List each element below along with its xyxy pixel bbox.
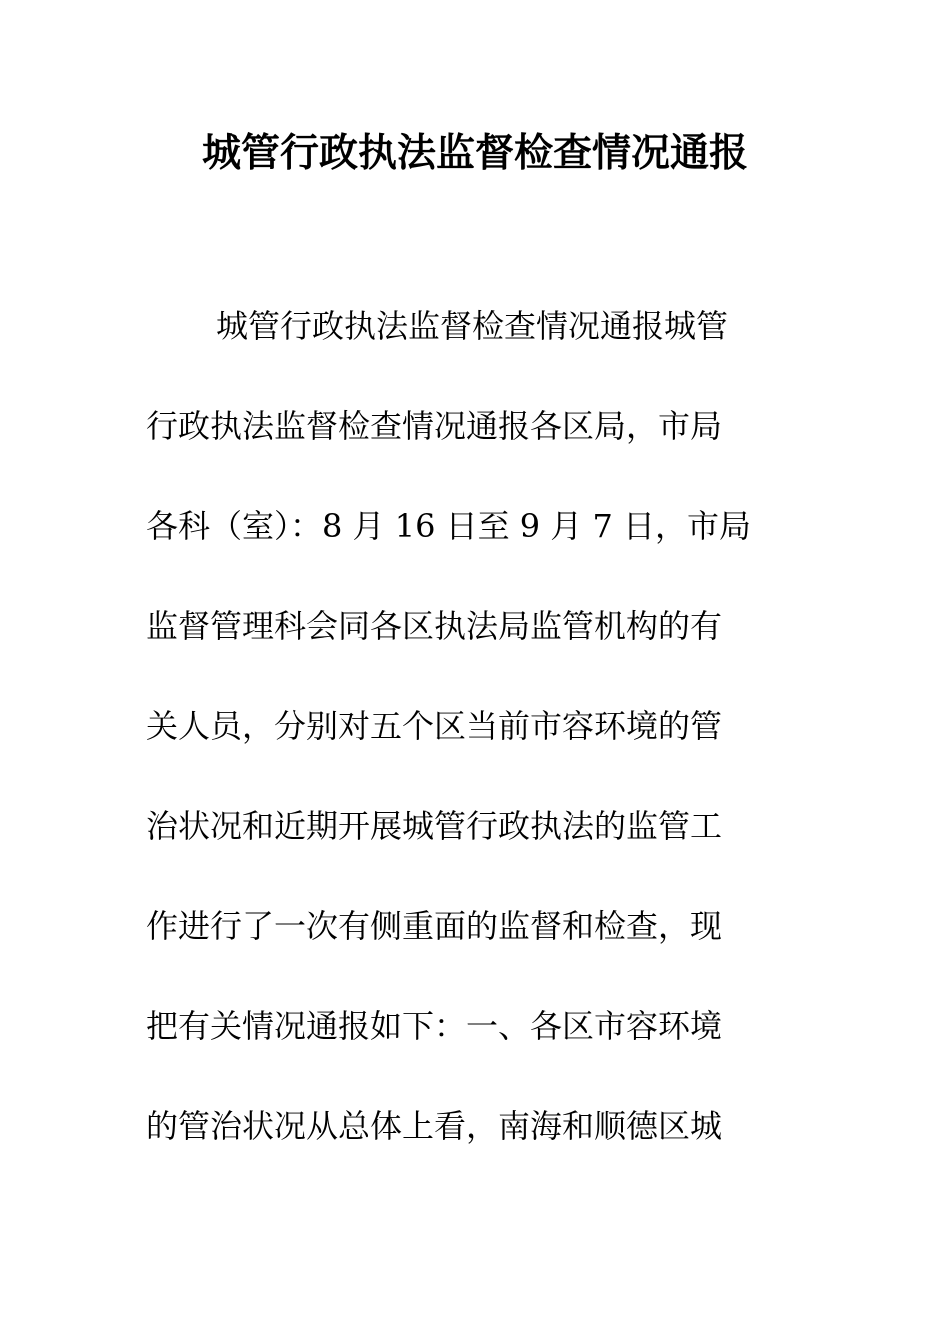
- body-line: 的管治状况从总体上看，南海和顺德区城: [146, 1107, 723, 1145]
- body-line: 治状况和近期开展城管行政执法的监管工: [146, 807, 723, 845]
- document-body: [146, 298, 776, 1198]
- body-line: 把有关情况通报如下：一、各区市容环境: [146, 1007, 723, 1045]
- document-title: 城管行政执法监督检查情况通报: [201, 131, 748, 176]
- body-line: 各科（室）：8 月 16 日至 9 月 7 日，市局: [146, 507, 752, 545]
- body-line: 关人员，分别对五个区当前市容环境的管: [146, 707, 723, 745]
- body-line: 行政执法监督检查情况通报各区局，市局: [146, 407, 723, 445]
- body-line: 作进行了一次有侧重面的监督和检查，现: [146, 907, 723, 945]
- body-line: 城管行政执法监督检查情况通报城管: [216, 307, 729, 345]
- body-line: 监督管理科会同各区执法局监管机构的有: [146, 607, 723, 645]
